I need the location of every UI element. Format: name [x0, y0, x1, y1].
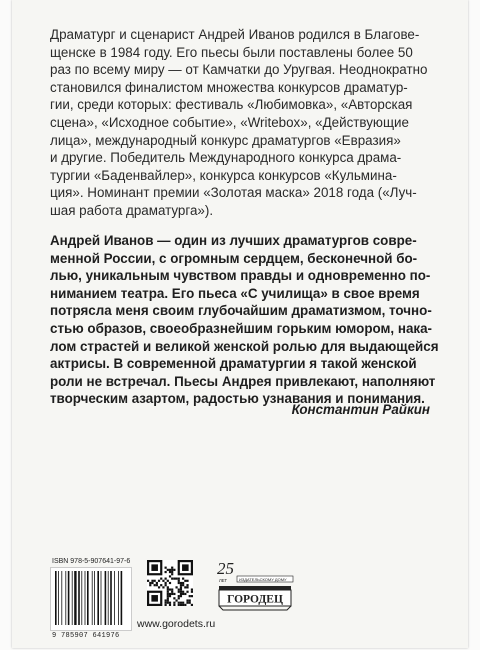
bio-line: тургии «Баденвайлер», конкурса конкурсов «Кульмина-	[50, 167, 397, 183]
barcode	[50, 567, 132, 631]
bio-line: и другие. Победитель Международного конкурса драма-	[50, 150, 402, 166]
svg-text:25: 25	[217, 559, 234, 578]
review-author: Константин Райкин	[291, 402, 430, 417]
qr-code-icon	[147, 560, 193, 606]
review-quote	[50, 232, 439, 408]
bio-line: щенске в 1984 году. Его пьесы были поставлены более 50	[50, 44, 413, 60]
bio-line: сцена», «Исходное событие», «Writebox», «Действующие	[50, 114, 409, 130]
bio-line: лица», международный конкурс драматургов «Евразия»	[50, 132, 401, 148]
review-line: творческим азартом, радостью узнавания и понимания.	[50, 391, 425, 407]
review-line: актрисы. В современной драматургии я такой женской	[50, 356, 417, 372]
review-line: лью, уникальным чувством правды и одновременно по-	[50, 268, 431, 284]
review-line: лом страстей и великой женской ролью для выдающейся	[50, 338, 439, 354]
svg-text:ГОРОДЕЦ: ГОРОДЕЦ	[227, 593, 283, 606]
isbn-barcode-block	[50, 558, 130, 644]
isbn-label: ISBN 978-5-907641-97-6	[52, 558, 131, 565]
review-line: потрясла меня своим глубочайшим драматизмом, точно-	[50, 303, 432, 319]
bio-line: ция». Номинант премии «Золотая маска» 2018 года («Луч-	[50, 185, 417, 201]
gorodets-logo-icon	[213, 556, 297, 616]
qr-code[interactable]	[147, 560, 193, 606]
review-line: стью образов, своеобразнейшим горьким юмором, нака-	[50, 320, 433, 336]
svg-text:ИЗДАТЕЛЬСКОМУ ДОМУ: ИЗДАТЕЛЬСКОМУ ДОМУ	[239, 577, 287, 582]
review-line: роли не встречал. Пьесы Андрея привлекают, наполняют	[50, 373, 436, 389]
bio-line: становился финалистом множества конкурсов драматур-	[50, 79, 408, 95]
bio-line: гии, среди которых: фестиваль «Любимовка», «Авторская	[50, 97, 413, 113]
bio-line: раз по всему миру — от Камчатки до Уругвая. Неоднократно	[50, 62, 428, 78]
review-line: менной России, с огромным сердцем, бесконечной бо-	[50, 250, 418, 266]
barcode-digits: 9 785907 641976	[52, 632, 120, 640]
author-biography	[50, 26, 428, 220]
bio-line: Драматург и сценарист Андрей Иванов родился в Благове-	[50, 27, 420, 42]
review-line: Андрей Иванов — один из лучших драматургов совре-	[50, 233, 417, 248]
barcode-icon	[51, 568, 129, 628]
bio-line: шая работа драматурга»).	[50, 202, 214, 218]
publisher-website-link[interactable]: www.gorodets.ru	[137, 618, 216, 630]
svg-text:ЛЕТ: ЛЕТ	[219, 578, 228, 583]
qr-code-block	[137, 558, 216, 646]
review-line: ниманием театра. Его пьеса «С училища» в свое время	[50, 285, 420, 301]
publisher-logo	[213, 556, 297, 616]
